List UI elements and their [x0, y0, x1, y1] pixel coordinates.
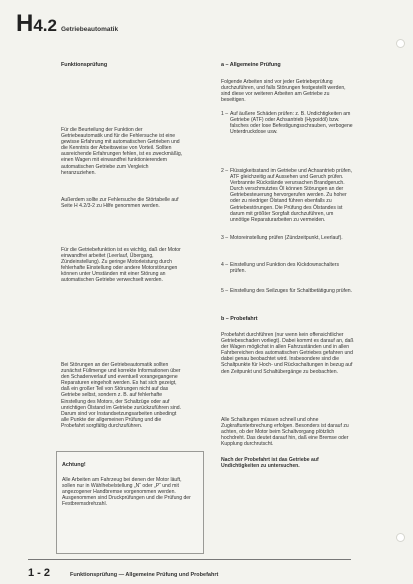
section-b-heading: b – Probefahrt — [221, 316, 258, 322]
right-column — [221, 62, 354, 552]
warning-box — [56, 451, 204, 554]
warning-title: Achtung! — [62, 462, 86, 468]
list-item-text: Flüssigkeitsstand im Getriebe und Achsantrieb prüfen, ATF gleichzeitig auf Aussehen und Geruch prüfen. Verbrannte Rückstände verursachen Brandgeruch. Durch verschmutztes Öl können Störungen an der Getriebesteuerung hervorgerufen werden. Zu hoher oder zu niedriger Ölstand führen ebenfalls zu Getriebestörungen. Die Prüfung des Ölstandes ist darum mit größter Sorgfalt durchzuführen, um unnötige Reparaturarbeiten zu vermeiden. — [230, 168, 353, 223]
warning-content — [62, 462, 196, 508]
list-item-text: Einstellung des Seilzuges für Schaltbetätigung prüfen. — [230, 288, 353, 294]
list-item-text: Einstellung und Funktion des Kickdownschalters prüfen. — [230, 262, 340, 275]
section-a-heading: a – Allgemeine Prüfung — [221, 62, 281, 68]
list-item-number: 3 – — [221, 235, 229, 241]
paragraph: Für die Beurteilung der Funktion der Getriebeautomatik und für die Fehlersuche ist eine gewisse Erfahrung mit automatischen Getrieben und die Kenntnis der Arbeitsweise von Vorteil. Sollten ausreichende Erfahrungen fehlen, ist es zweckmäßig, einen Wagen mit einwandfrei funktionierendem automatischen Getriebe zum Vergleich heranzuziehen. — [61, 127, 183, 176]
list-item-number: 4 – — [221, 262, 229, 268]
paragraph: Für die Getriebefunktion ist es wichtig, daß der Motor einwandfrei arbeitet (Leerlauf, Übergang, Zündeinstellung). Zu geringe Motorleistung durch fehlerhafte Einstellung oder andere Motorstörungen können unter Umständen mit einer Störung an automatischen Getriebe verwechselt werden. — [61, 247, 181, 284]
footer-title: Funktionsprüfung — Allgemeine Prüfung und Probefahrt — [70, 572, 219, 578]
footer — [28, 563, 218, 581]
paragraph: Nach der Probefahrt ist das Getriebe auf Undichtigkeiten zu untersuchen. — [221, 457, 319, 470]
left-heading: Funktionsprüfung — [61, 62, 108, 68]
chapter-number: 4.2 — [33, 16, 57, 35]
page-number: 1 - 2 — [28, 567, 51, 579]
list-item-number: 2 – — [221, 168, 229, 174]
footer-rule — [28, 559, 351, 560]
warning-text: Alle Arbeiten am Fahrzeug bei denen der Motor läuft, sollen nur in Wählhebelstellung „N“ oder „P“ und mit angezogener Handbremse vorgenommen werden. Ausgenommen sind Druckprüfungen und die Prüfung der Festbremsdrehzahl. — [62, 477, 191, 508]
chapter-header — [16, 10, 118, 38]
chapter-subtitle: Getriebeautomatik — [60, 26, 119, 33]
punch-hole — [396, 533, 405, 542]
paragraph: Bei Störungen an der Getriebeautomatik sollten zunächst Füllmenge und korrekte Informationen über den Schadenverlauf und eventuell vorangegangene Reparaturen eingeholt werden. Es hat sich gezeigt, daß ein großer Teil von Störungen nicht auf das Getriebe selbst, sondern z. B. auf fehlerhafte Einstellung des Motors, der Schaltzüge oder auf unrichtigen Ölstand im Getriebe zurückzuführen sind. Darum sind vor Instandsetzungsarbeiten unbedingt alle Punkte der allgemeinen Prüfung und die Probefahrt sorgfältig durchzuführen. — [61, 362, 182, 429]
list-item-text: Motoreinstellung prüfen (Zündzeitpunkt, Leerlauf). — [230, 235, 343, 241]
chapter-letter: H — [16, 10, 33, 37]
list-item-number: 1 – — [221, 111, 229, 117]
paragraph: Folgende Arbeiten sind vor jeder Getriebeprüfung durchzuführen, und falls Störungen festgestellt werden, sind diese vor weiteren Arbeiten am Getriebe zu beseitigen. — [221, 79, 346, 104]
paragraph: Alle Schaltungen müssen schnell und ohne Zugkraftunterbrechung erfolgen. Besonders ist darauf zu achten, ob der Motor beim Schaltvorgang plötzlich hochdreht. Das deutet darauf hin, daß eine Bremse oder Kupplung durchrutscht. — [221, 417, 349, 448]
list-item-text: Auf äußere Schäden prüfen: z. B. Undichtigkeiten am Getriebe (ATF) oder Achsantrieb (Hypoidöl) bzw. falsches oder lose Befestigungsschrauben, verbogene Unterdruckdose usw. — [230, 111, 353, 136]
punch-hole — [396, 39, 405, 48]
paragraph: Probefahrt durchführen (nur wenn kein offensichtlicher Getriebeschaden vorliegt). Dabei kommt es darauf an, daß der Wagen möglichst in allen Fahrzuständen und in allen Fahrbereichen des automatischen Getriebes gefahren und dabei genau beobachtet wird. Insbesondere sind die Schaltpunkte für Hoch- und Rückschaltungen in bezug auf den Zeitpunkt und Schaltübergänge zu beobachten. — [221, 332, 354, 375]
list-item-number: 5 – — [221, 288, 229, 294]
paragraph: Außerdem sollte zur Fehlersuche die Störtabelle auf Seite H 4.2/3-2 zu Hilfe genommen werden. — [61, 197, 179, 210]
